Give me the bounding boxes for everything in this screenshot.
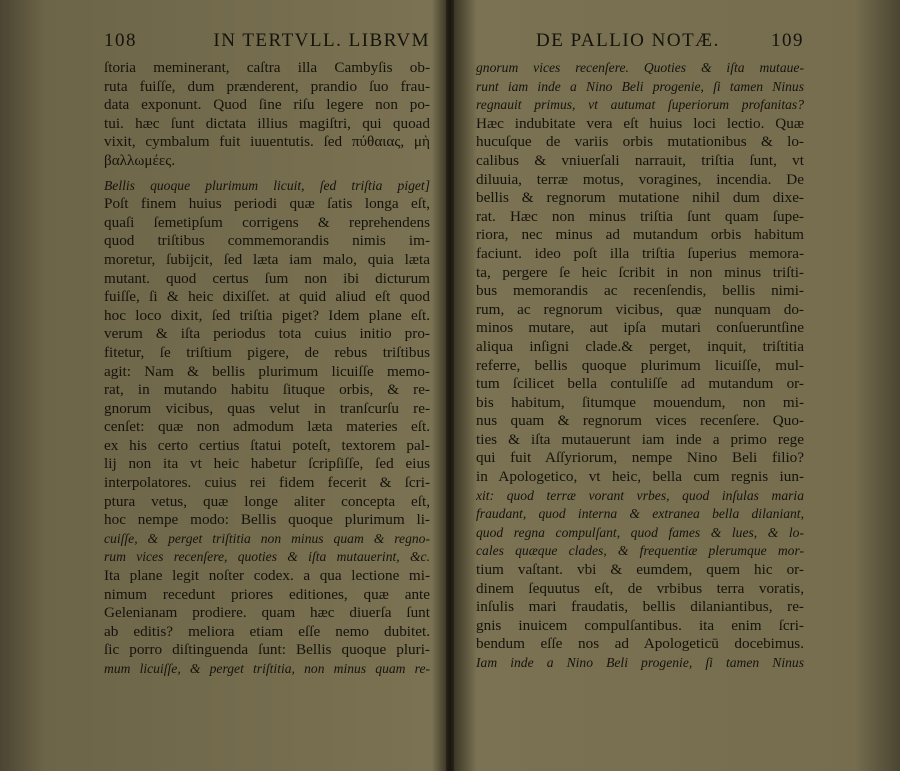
text-line: Hæc indubitate vera eſt huius loci lectio. Quæ — [476, 114, 804, 132]
text-line: cales quæque clades, & frequentiæ plerumque mor- — [476, 543, 804, 559]
text-line: βαλλωμέες. — [104, 151, 176, 169]
text-line: bellis & regnorum mutatione nihil dum dixe- — [476, 189, 804, 207]
text-line: moretur, ſubijcit, ſed læta iam malo, quia læta — [104, 250, 430, 268]
text-line: ties & iſta mutauerunt iam inde a primo rege — [476, 430, 804, 448]
text-line: referre, bellis quoque plurimum licuiſſe, mul- — [476, 356, 804, 374]
text-line: rat, in mutando habitu ſituque orbis, & re- — [104, 381, 430, 399]
text-line: riora, nec minus ad mutandum orbis habitum — [476, 226, 804, 244]
text-line: hoc loco dixit, ſed triſtia piget? Idem plane eſt. — [104, 306, 430, 324]
text-line: bendum eſſe nos ad Apologeticū docebimus. — [476, 635, 804, 653]
text-line: tum ſcilicet bella contuliſſe ad mutandum or- — [476, 375, 804, 393]
text-line: aliqua inſigni clade.& perget, inquit, triſtitia — [476, 337, 804, 355]
text-line: fitetur, ſe triſtium pigere, de rebus triſtibus — [104, 343, 430, 361]
text-line: ruta fuiſſe, dum prænderent, prandio ſuo frau- — [104, 77, 430, 95]
text-line: ptura vetus, quæ longe aliter concepta eſt, — [104, 492, 430, 510]
left-header-title: IN TERTVLL. LIBRVM — [213, 30, 430, 51]
text-line: cenſet: quæ non admodum læta materies eſt. — [104, 418, 430, 436]
text-line: rum, ac regnorum vicibus, quæ nunquam do- — [476, 300, 804, 318]
right-running-head — [476, 30, 804, 56]
text-line: ſtoria meminerant, caſtra illa Cambyſis ob- — [104, 59, 430, 76]
text-line: bis habitum, ſitumque mouendum, non mi- — [476, 393, 804, 411]
book-spine — [446, 0, 454, 771]
text-line: bus memorandis ac recenſendis, bellis nimi- — [476, 282, 804, 300]
text-line: in Apologetico, vt heic, bella cum regnis iun- — [476, 468, 804, 486]
text-line: quaſi ſemetipſum corrigens & reprehendens — [104, 213, 430, 231]
text-line: nimum recedunt priores editiones, quæ ante — [104, 585, 430, 603]
text-line: tui. hæc ſunt dictata illius magiſtri, qui quoad — [104, 114, 430, 132]
text-line: quod triſtibus commemorandis nimis im- — [104, 232, 430, 250]
right-text-body — [476, 59, 804, 673]
left-page — [0, 0, 448, 771]
text-line: faciunt. ideo poſt illa triſtia ſuperius memora- — [476, 244, 804, 262]
text-line: tium vaſtant. vbi & eumdem, quem hic or- — [476, 561, 804, 579]
text-line: ex his certo certius ſtatui poteſt, textorem pal- — [104, 436, 430, 454]
right-page — [454, 0, 900, 771]
right-page-number: 109 — [771, 30, 804, 51]
text-line: Gelenianam prodiere. quam hæc diuerſa ſunt — [104, 604, 430, 622]
text-line: fuiſſe, ſi & heic dixiſſet. at quid aliud eſt quod — [104, 288, 430, 306]
text-line: regnauit primus, vt autumat ſuperiorum profanitas? — [476, 97, 804, 113]
text-line: agit: Nam & bellis plurimum licuiſſe memo- — [104, 362, 430, 380]
text-line: diluuia, terræ motus, voragines, incendia. De — [476, 170, 804, 188]
text-line: interpolatores. cuius rei fidem fecerit & ſcri- — [104, 474, 430, 492]
text-line: Poſt finem huius periodi quæ ſatis longa eſt, — [104, 195, 430, 213]
text-line: mutant. quod certus ſum non ibi dicturum — [104, 269, 430, 287]
text-line: quod regna compulſant, quod fames & lues, & lo- — [476, 524, 804, 540]
text-line: gnis inuicem compulſantibus. ita enim ſcri- — [476, 616, 804, 634]
text-line: hoc nempe modo: Bellis quoque plurimum li- — [104, 511, 430, 529]
left-running-head — [104, 30, 430, 56]
text-line: rat. Hæc non minus triſtia ſunt quam ſupe- — [476, 207, 804, 225]
lemma-line: Bellis quoque plurimum licuit, ſed triſtia piget] — [104, 177, 430, 193]
lemma-line: Iam inde a Nino Beli progenie, ſi tamen Ninus — [476, 655, 804, 670]
text-line: inſulis mari fraudatis, bellis dilaniantibus, re- — [476, 598, 804, 616]
text-line: lij non ita vt heic habetur ſcripſiſſe, ſed eius — [104, 455, 430, 473]
text-line: xit: quod terræ vorant vrbes, quod inſulas maria — [476, 487, 804, 503]
text-line: runt iam inde a Nino Beli progenie, ſi tamen Ninus — [476, 78, 804, 94]
text-line: ab editis? meliora etiam eſſe nemo dubitet. — [104, 622, 430, 640]
text-line: ta, pergere ſe heic ſcribit in non minus triſti- — [476, 263, 804, 281]
text-line: cuiſſe, & perget triſtitia non minus quam & regno- — [104, 530, 430, 546]
text-line: calibus & vniuerſali narrauit, triſtia ſunt, vt — [476, 151, 804, 169]
text-line: hucuſque de variis orbis mutationibus & lo- — [476, 133, 804, 151]
text-line: data exponunt. Quod ſine riſu legere non po- — [104, 96, 430, 114]
text-line: rum vices recenſere, quoties & iſta mutauerint, &c. — [104, 549, 430, 565]
right-header-title: DE PALLIO NOTÆ. — [536, 30, 720, 51]
text-line: nus quam & regnorum vices recenſere. Quo- — [476, 412, 804, 430]
text-line: Ita plane legit noſter codex. a qua lectione mi- — [104, 567, 430, 585]
text-line: vixit, cymbalum fuit iuuentutis. ſed πύθαιας, μὴ — [104, 133, 430, 151]
text-line: dinem ſequutus eſt, de vrbibus terra voratis, — [476, 579, 804, 597]
text-line: qui fuit Aſſyriorum, nempe Nino Beli filio? — [476, 449, 804, 467]
left-page-number: 108 — [104, 30, 137, 51]
text-line: minos mutare, aut ipſa mutari conſueruntſine — [476, 319, 804, 337]
text-line: ſic porro diſtinguenda ſunt: Bellis quoque pluri- — [104, 641, 430, 659]
text-line: mum licuiſſe, & perget triſtitia, non minus quam re- — [104, 661, 430, 676]
text-line: gnorum vicibus, quas velut in tranſcurſu re- — [104, 399, 430, 417]
left-text-body — [104, 59, 430, 679]
text-line: fraudant, quod interna & extranea bella dilaniant, — [476, 506, 804, 522]
text-line: gnorum vices recenſere. Quoties & iſta mutaue- — [476, 60, 804, 75]
text-line: verum & iſta periodus tota cuius initio pro- — [104, 325, 430, 343]
